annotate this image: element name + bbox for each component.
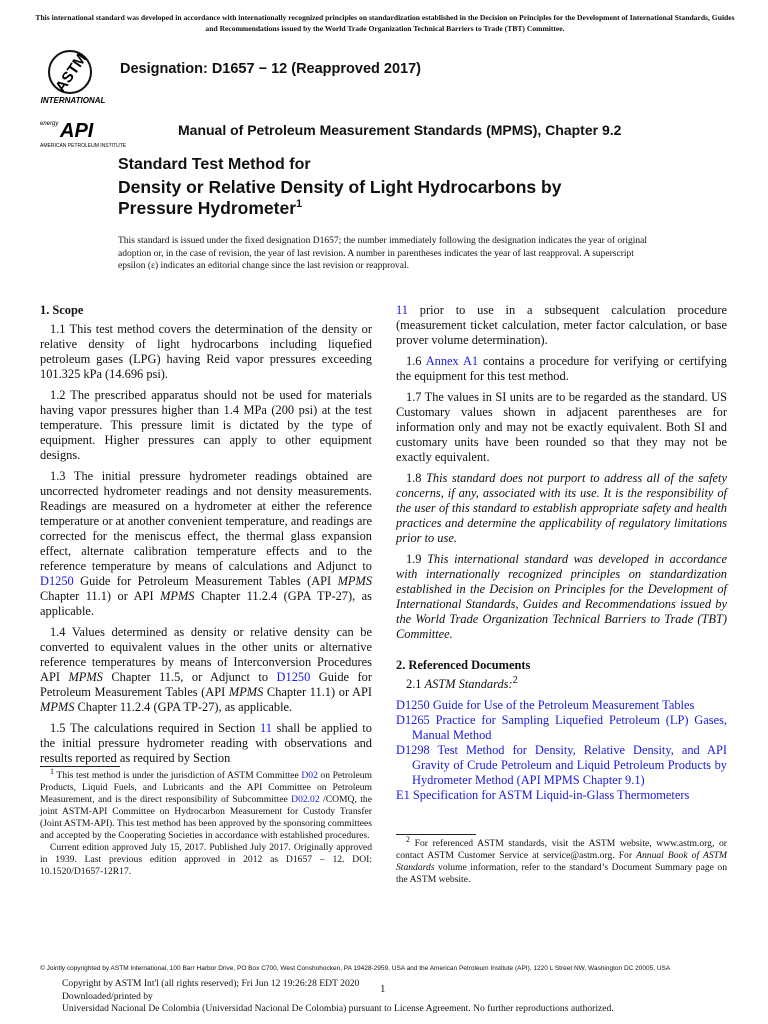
para-1-3: 1.3 The initial pressure hydrometer readings obtained are uncorrected hydrometer readings and not density measurements. Readings are measured on a hydrometer at either the reference temperature or at another convenient temperature, and readings are corrected for the meniscus effect, the thermal glass expansion effect, alternate calibration temperature effects and to the reference temperature by means of calculations and Adjunct to D1250 Guide for Petroleum Measurement Tables (API MPMS Chapter 11.1) or API MPMS Chapter 11.2.4 (GPA TP-27), as applicable. <box>40 469 372 618</box>
tbt-notice: This international standard was developed in accordance with internationally recognized principles on standardization established in the Decision on Principles for the Development of International Standards, Guides and Recommendations issued by the World Trade Organization Technical Barriers to Trade (TBT) Committee. <box>35 13 735 33</box>
api-logo-mark: API <box>60 120 94 142</box>
title-prefix: Standard Test Method for <box>118 156 311 173</box>
copyright-line: © Jointly copyrighted by ASTM International, 100 Barr Harbor Drive, PO Box C700, West Conshohocken, PA 19428-2959, USA and the American Petroleum Institute (API), 1220 L Street NW, Washington DC 20005, USA <box>40 965 671 972</box>
para-1-4: 1.4 Values determined as density or relative density can be converted to equivalent values in the other units or alternative reference temperatures by means of Interconversion Procedures API MPMS Chapter 11.5, or Adjunct to D1250 Guide for Petroleum Measurement Tables (API MPMS Chapter 11.1) or API MPMS Chapter 11.2.4 (GPA TP-27), as applicable. <box>40 625 372 714</box>
astm-logo <box>40 50 112 110</box>
link-section-11[interactable]: 11 <box>260 721 272 735</box>
ref-d1265-link[interactable]: D1265 <box>396 713 430 727</box>
document-title <box>118 177 638 219</box>
page-number: 1 <box>380 983 386 995</box>
astm-logo-subtitle: INTERNATIONAL <box>40 96 106 105</box>
api-logo-subtitle: AMERICAN PETROLEUM INSTITUTE <box>40 143 127 149</box>
designation: Designation: D1657 − 12 (Reapproved 2017) <box>120 61 421 77</box>
reference-item: D1265 Practice for Sampling Liquefied Petroleum (LP) Gases, Manual Method <box>396 713 727 742</box>
footnote-2: $^2$ For referenced ASTM standards, visit the ASTM website, www.astm.org, or contact ASTM Customer Service at service@astm.org. For Annual Book of ASTM Standards volume information, refer to the standard’s Document Summary page on the ASTM website. <box>396 834 727 885</box>
ref-d1298-link[interactable]: D1298 <box>396 743 430 757</box>
link-annex-a1[interactable]: Annex A1 <box>425 354 479 368</box>
right-column <box>396 303 727 803</box>
api-energy-word: energy <box>40 121 59 127</box>
issue-note: This standard is issued under the fixed designation D1657; the number immediately following the designation indicates the year of original adoption or, in the case of revision, the year of last revision. A number in parentheses indicates the year of last reapproval. A superscript epsilon (ε) indicates an editorial change since the last revision or reapproval. <box>118 236 647 271</box>
reference-list <box>396 698 727 803</box>
ref-e1-link[interactable]: E1 <box>396 788 410 802</box>
footnote-1: $^1$ This test method is under the jurisdiction of ASTM Committee D02 on Petroleum Products, Liquid Fuels, and Lubricants and the API Committee on Petroleum Measurement, and is the direct responsibility of Subcommittee D02.02 /COMQ, the joint ASTM-API Committee on Hydrocarbon Measurement for Custody Transfer (Joint ASTM-API). This test method has been approved by the sponsoring committees and accepted by the Cooperating Societies in accordance with established procedures. Current edition approved July 15, 2017. Published July 2017. Originally approved in 1939. Last previous edition approved in 2012 as D1657 – 12. DOI: 10.1520/D1657-12R17. <box>40 766 373 877</box>
link-d1250[interactable]: D1250 <box>276 670 311 684</box>
reference-item: D1298 Test Method for Density, Relative Density, and API Gravity of Crude Petroleum and Liquid Petroleum Products by Hydrometer Method (API MPMS Chapter 9.1) <box>396 743 727 787</box>
refdocs-heading: 2. Referenced Documents <box>396 658 531 672</box>
ref-d1250-link[interactable]: D1250 <box>396 698 430 712</box>
api-logo <box>40 116 174 150</box>
link-d1250[interactable]: D1250 <box>40 574 74 588</box>
link-section-11[interactable]: 11 <box>396 303 408 317</box>
link-d02[interactable]: D02 <box>301 770 318 781</box>
para-1-7: 1.7 The values in SI units are to be regarded as the standard. US Customary values shown in adjacent parentheses are for information only and may not be exactly equivalent. Both SI and customary units have been rounded so that they may not be exactly equivalent. <box>396 390 727 464</box>
title-footnote-ref[interactable]: 1 <box>296 198 303 211</box>
astm-standards-label: 2.1 ASTM Standards:$^2$ <box>406 674 518 691</box>
scope-heading: 1. Scope <box>40 303 84 317</box>
astm-logo-mark: ASTM <box>52 50 91 96</box>
title-text: Density or Relative Density of Light Hydrocarbons by Pressure Hydrometer <box>118 177 562 218</box>
reference-item: E1 Specification for ASTM Liquid-in-Glass Thermometers <box>396 788 690 802</box>
download-footer: Copyright by ASTM Int'l (all rights reserved); Fri Jun 12 19:26:28 EDT 2020 Downloaded/printed by Universidad Nacional De Colombia (Universidad Nacional De Colombia) pursuant to License Agreement. No further reproductions authorized. <box>62 978 614 1014</box>
para-1-6: 1.6 Annex A1 contains a procedure for verifying or certifying the equipment for this test method. <box>396 354 727 383</box>
link-d02-02[interactable]: D02.02 <box>291 794 320 805</box>
para-1-5-start: 1.5 The calculations required in Section 11 shall be applied to the initial pressure hydrometer reading with observations and results reported as required by Section <box>40 721 372 765</box>
para-1-2: 1.2 The prescribed apparatus should not be used for materials having vapor pressures higher than 1.4 MPa (200 psi) at the test temperature. This pressure limit is dictated by the type of equipment. Higher pressures can apply to other equipment designs. <box>40 388 372 462</box>
mpms-chapter-line: Manual of Petroleum Measurement Standards (MPMS), Chapter 9.2 <box>178 122 622 138</box>
para-1-8: 1.8 This standard does not purport to address all of the safety concerns, if any, associated with its use. It is the responsibility of the user of this standard to establish appropriate safety and health practices and determine the applicability of regulatory limitations prior to use. <box>396 471 727 545</box>
para-1-9: 1.9 This international standard was developed in accordance with internationally recognized principles on standardization established in the Decision on Principles for the Development of International Standards, Guides and Recommendations issued by the World Trade Organization Technical Barriers to Trade (TBT) Committee. <box>396 552 727 641</box>
para-1-1: 1.1 This test method covers the determination of the density or relative density of light hydrocarbons including liquefied petroleum gases (LPG) having Reid vapor pressures exceeding 101.325 kPa (14.696 psi). <box>40 322 372 381</box>
reference-item: D1250 Guide for Use of the Petroleum Measurement Tables <box>396 698 695 712</box>
para-1-5-cont: 11 prior to use in a subsequent calculation procedure (measurement ticket calculation, meter factor calculation, or base prover volume determination). <box>396 303 727 347</box>
left-column <box>40 303 372 772</box>
